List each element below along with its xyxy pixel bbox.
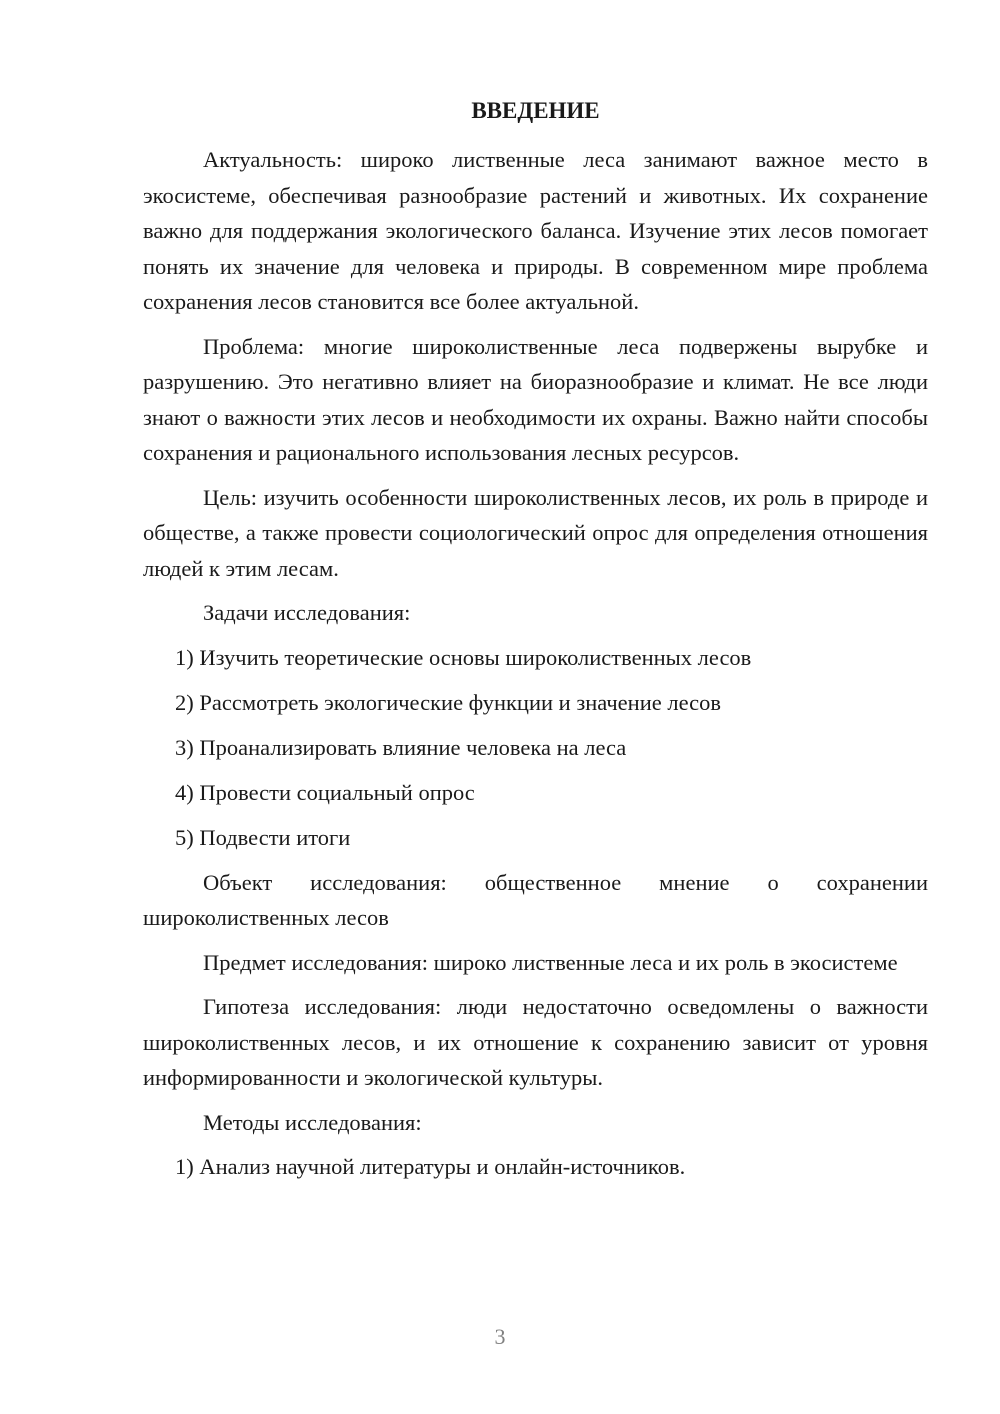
page-title: ВВЕДЕНИЕ [471, 98, 600, 123]
list-item: 2) Рассмотреть экологические функции и значение лесов [175, 689, 721, 715]
object-paragraph: Объект исследования: общественное мнение о сохранении широколиственных лесов [143, 869, 928, 930]
tasks-heading: Задачи исследования: [203, 600, 411, 625]
page-number: 3 [494, 1324, 506, 1349]
subject-paragraph: Предмет исследования: широко лиственные леса и их роль в экосистеме [203, 949, 898, 975]
methods-heading: Методы исследования: [203, 1109, 422, 1135]
list-item: 5) Подвести итоги [175, 824, 351, 850]
goal-paragraph: Цель: изучить особенности широколиственных лесов, их роль в природе и обществе, а также провести социологический опрос для определения отношения людей к этим лесам. [143, 484, 928, 581]
hypothesis-paragraph: Гипотеза исследования: люди недостаточно осведомлены о важности широколиственных лесов, и их отношение к сохранению зависит от уровня информированности и экологической культуры. [143, 994, 928, 1090]
tasks-list [143, 640, 928, 856]
methods-list [143, 1149, 928, 1185]
list-item: 1) Анализ научной литературы и онлайн-источников. [175, 1154, 686, 1179]
problem-paragraph: Проблема: многие широколиственные леса подвержены вырубке и разрушению. Это негативно влияет на биоразнообразие и климат. Не все люди знают о важности этих лесов и необходимости их охраны. Важно найти способы сохранения и рационального использования лесных ресурсов. [143, 333, 928, 465]
relevance-paragraph: Актуальность: широко лиственные леса занимают важное место в экосистеме, обеспечивая разнообразие растений и животных. Их сохранение важно для поддержания экологического баланса. Изучение этих лесов помогает понять их значение для человека и природы. В современном мире проблема сохранения лесов становится все более актуальной. [143, 147, 928, 314]
list-item: 4) Провести социальный опрос [175, 779, 475, 805]
list-item: 1) Изучить теоретические основы широколиственных лесов [175, 644, 752, 670]
list-item: 3) Проанализировать влияние человека на леса [175, 734, 627, 760]
document-body [143, 142, 928, 1194]
